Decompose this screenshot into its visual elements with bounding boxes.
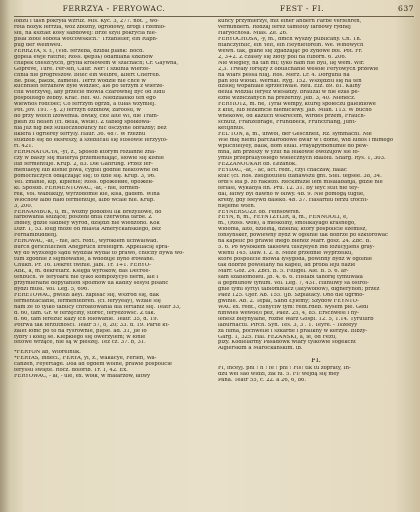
text-line: Dizr. 1, 53. loug może od miasta Ameryckańskiego, bez — [14, 227, 161, 233]
text-line: rek, Vol. wabukujy, wyrzodomie kie, kisa, gadem. Wina — [14, 191, 160, 197]
running-header — [14, 4, 414, 17]
text-line: chlipek theszcytch, gryfła królowem w szachach; Cr. Gaywna, — [14, 60, 179, 66]
text-line: czy w baszy się materya przemieniając, słowie się kisnie — [14, 155, 164, 161]
text-line: Potrwa tak ferzutnosci. Teatr 57, ó, 20; 33. d. 19. Parte kt- — [14, 322, 170, 328]
two-column-body — [14, 19, 414, 384]
text-line: Algierskim a Marockańskim. ib. — [218, 346, 303, 352]
text-line: ienesz bieynyalne, rozne Warz Gospi. 12. 5, 1.14. Tyruuirb — [218, 316, 374, 322]
text-line: FI, inceyj. phi ! fi ! fe ! phi ! Fis! tik tu zopraty, In- — [218, 366, 351, 372]
text-line: widoma, alto, dzielną, dzielna; który pospolicie szemisz, — [218, 227, 367, 233]
text-line: wiewnoś rodcoeć; Co ferrzym ógrzd, a tułaś wzymiej. — [14, 102, 156, 108]
text-line: FERYIOTZ, m. ne, Tyrał wempy, kturej społeczu galeidiowe — [218, 102, 376, 108]
text-line: ABŁ, a, m. dekretarz. Księga wyrokow, das Decree- — [14, 269, 151, 275]
text-line: Garg. 1, 325. Hal. FEZANSKI, a, ie, od Fezu, — [218, 334, 337, 340]
text-line: wewn. tak, głane się zgadzając po żydowe ból. Pot. Fr. — [218, 48, 363, 54]
text-line: feryssu święte. Rocz. dolorib. Tr. 1, 42. Ex. — [14, 368, 128, 374]
text-line: które pospolicie mowia łysygoda, powinny bydź w ogólnie — [218, 257, 372, 263]
text-line: gopela ewje rattrie; Ross. ферзь) odamiana szkinów — [14, 54, 153, 60]
text-line: Be. pisk, paezk, zametel. Terrz wodzie nie chce w — [14, 78, 146, 84]
text-line: vermindern. Rodzaj ferez tamtouy farbowy rydnej — [218, 24, 351, 30]
text-line: pug der Weinweu. — [14, 42, 63, 48]
text-line: Wlochów albo nało fermentuje, albo wcale nie. Krup. — [14, 197, 155, 203]
text-line: 3, 200. — [14, 203, 33, 209]
text-line: ezne wzbiczanych na prezeriny. Jeb. 3, 40. Nienecz. — [218, 96, 356, 102]
text-line: gnie tymi syrtyl tablombiacz (latywobow), digneryhon; przez — [218, 286, 380, 292]
text-line: FERNAMBUK, u, m., wóżny podobsu lik Brezyliowe, do — [14, 209, 162, 215]
text-line: WAC ex. redt., cisnyciw tym: redt.rdeb. wysem pie. Gedl — [218, 304, 369, 310]
text-line: do przy woich lżowemia. bwiky, cite alte Wi, die Tram- — [14, 114, 159, 120]
text-line: farbowania służące; poszedł dnia czerwona farbe. Z — [14, 215, 152, 221]
text-line: FEYN, n, m., FEYNTZYLIR, a, m., FENNOOLT, e, — [218, 215, 348, 221]
text-line: Chukn. Pr. 16. Dekret twinie. Jabl. Tr. 1+1. FERYO- — [14, 263, 151, 269]
text-line: 5. 6. Po wysokiem taksowu tuszyeyeh ind fozucyjlens gray- — [218, 245, 375, 251]
paragraph-gap — [218, 352, 414, 356]
text-line: *FERYAS, indecl., FERYA, yi, ż., wakacye, Ferien, Wa- — [14, 356, 157, 362]
text-line: z kfut, lub fezkimcie niemłciewy. Jab. Mian. 113. W bucho — [218, 108, 372, 114]
text-line: *FERYON ab, Wiorelnuk. — [14, 350, 81, 356]
text-line: chii wierzyvej, aby przecie mówia czarownej być od ludu — [14, 90, 165, 96]
text-line: pan iotł wiotki. Wernat. Ryg. 152. Wszędziu się na ten — [218, 78, 362, 84]
text-line: na wiars pessa nfaj. Ros. Merz. Lr. 4. Dorgunil na — [218, 72, 350, 78]
text-line: Indiey, gdzie sadbiey wyrod, dziędzi nie wiedzono. Kok — [14, 221, 160, 227]
section-heading: FI. — [311, 358, 321, 365]
text-line: pizy. Kodlelarmy Pasadowk wiary tylkowie sogekcht — [218, 340, 356, 346]
text-line: schutz, Franzebrage, Frundbeck, Frunctrlang, Junt- — [218, 120, 357, 126]
text-line: sam szablomoieu. Jb. 4. 6. 6. Hisiabi tahorię tymuwała — [218, 274, 363, 280]
text-line: niejeme wteń. — [218, 203, 256, 209]
text-line: burch gerichtlichen Anejpruch ifrefefgrn. Appellacię spra- — [14, 245, 170, 251]
text-line: FERETOWAC, pwiszl aeyl. zapisać się, wszród się, dak — [14, 292, 160, 298]
text-line: FERMNATOCYA, -yi, ż., Sposób ktorym rożlanne zna- — [14, 149, 156, 155]
right-column — [218, 19, 414, 384]
text-line: tum zgodnie z sejmowanie, a wdoduje byno łrowane. — [14, 257, 155, 263]
text-line: m., (Ross. Фон), a meskolny, smolikayago krasnego, — [218, 221, 356, 227]
text-line: dal, łatwy byl dawno w oliwy. 4b. 9. Nie pomogą tugue, — [218, 191, 365, 197]
header-left-guidewords: FERRZYA - FERYOWAC. — [62, 4, 166, 13]
text-line: 2,3. Trwały fortęzy z obulicnanie wesołe Feryowych przewie — [218, 66, 379, 72]
text-line: ntanczyfnlić, ein Yeit, ein Heynietorein. We. Winowych — [218, 42, 364, 48]
text-line: tenbuch. W feryoaru nie tylko kompozycyo fierm, ale i — [14, 274, 159, 280]
text-line: ferlasi, wykahya fin. Pru. 12. 31. By teyć stilt nie tey- — [218, 185, 360, 191]
binding-shadow — [0, 0, 10, 512]
text-line: przymieralne dopytanion spólmów ua kadity sesysi pisanc — [14, 280, 169, 286]
text-line: a gepmunow tynum. Vol. Leg. 7, 431. Hiinuiwy sa ostroi- — [218, 280, 369, 286]
text-line: kuncy przymierzył, mit einer andern Farbe verfehren, — [218, 19, 362, 24]
text-line: łikiera i ógrierey terryly. Haur. 36. 487. W rzeżnu — [14, 132, 146, 138]
text-line: Fernambuddehj. — [14, 233, 58, 239]
text-line: FEYDAC, -at, - ac, act. redt., czyl chaczaw, fialać — [218, 167, 347, 173]
text-line: bydzi musi. Vol. Leg. 5, 696. — [14, 286, 90, 292]
text-line: lub fermentuje. Krup. 2, 83. Die Gährung. Przez fer- — [14, 161, 153, 167]
text-line: Marr. Goz. 24. Zbcl. B. 5. Fluigel. Ale. B. 5. 6. ar- — [218, 269, 349, 275]
text-line: dzu wei sao widzi, zał fu. 5. Fi! wejdą się mey — [218, 372, 340, 378]
text-line: FERYOCHOSA, -y, m., dmch wyszły publicany. Cn. Th. — [218, 36, 362, 42]
text-line: FERRZYA, s. f., (Vid. ferzeba, dzibai plank: Bocd. — [14, 48, 145, 54]
text-line: ninwies wewoe/i pez, Paez. 25, 4, 85. Erschwesi i ny- — [218, 310, 359, 316]
text-line: fybry i kołuj śe. Kiepkiego się owerzylem; w łonie — [14, 334, 146, 340]
page-number: 637 — [398, 4, 414, 13]
text-line: słu, na kształt kosy sabdowej: Brze szyli pokrycia nie- — [14, 30, 157, 36]
left-column — [14, 19, 210, 384]
text-line: mna, am przeszy w yżuf na felkowie owożujow sie fo- — [218, 149, 360, 155]
text-line: mentaeyę lub kisnie piwa, cygtel godnie niektowné od — [14, 167, 159, 173]
text-line: FEYNERSUZE ob. Feinsowrsn. — [218, 209, 301, 215]
text-line: canzen, Feyertage. Doa ad ogdem wolne, prawie pospolicie — [14, 362, 173, 368]
text-line: Paez 125. Ojer. Ab. 155. (Jb. Szpiatacy. Ono dle ugrmo- — [218, 292, 365, 298]
header-center-guidewords: FEST - FI. — [279, 4, 325, 13]
text-line: na kapelić pó prawie inego bienoz Marr. gosz. 24. Zbc. B. — [218, 239, 371, 245]
text-line: za fuma, pochwelle i szkarde i pralikny w kerzyk. Bibzy- — [218, 328, 368, 334]
text-line: chnia nie progreszow. Bitec ein weibre, alfert Cherreb. — [14, 72, 161, 78]
text-line: wpilchtelyey, balik, dom siuai. Prayapymonumie do pew- — [218, 144, 369, 150]
text-line: d. 60, tam. Gr. w ferzęciny, stórec, feryezowsc. Z tak. — [14, 310, 156, 316]
text-line: wienu 145. Daw. ł. 2. 8. Może przednie Wyprzelku, — [218, 251, 353, 257]
text-line: Vel. żmanie, kip, kipienie; Ross. брожение, брожен- — [14, 179, 154, 185]
text-line: pisał złote sobota wotcowskich." Trzanieler, ein Raph- — [14, 36, 158, 42]
text-line: Wie mię niemi parczałrodowe dwar w i dome, wid ludos i mimego — [218, 138, 394, 144]
text-line: FEZZANOUKAR ob. Łezanok. — [218, 161, 297, 167]
text-line: kettjhnus. — [218, 126, 245, 132]
text-line: łobzu i taśn pokryła wzruz. Mis. Kyc. 3, 277. not. „ wo- — [14, 19, 160, 24]
text-line: pospolitego żebby. Krac. Ref. 40. Niedziałeko ten ego — [14, 96, 156, 102]
text-line: Nie wiegiey, na tań mi; tyko nam nie byli, ilę wem. Wir. — [218, 60, 365, 66]
text-line: fetowe wrzące, nie są w pieszej. Też cz. 37. b, 31. — [14, 340, 146, 346]
text-line: gwlnie. Ab. 2. Tepal, Sand Łylemy; Szydów FEYNTO- — [218, 298, 359, 304]
text-line: fermentacianie, fermentebren. (cf. feryyeay), Wzaie się — [14, 298, 161, 304]
text-line: FEROWAC, -at, - nie, act. redt., wyrokiem uchwalwad. — [14, 239, 159, 245]
text-line: wy do wyższego sądu wydział wydał to prawo, choćby bywa wo- — [14, 251, 185, 257]
text-line: laburnactu. Pirch. Syn. Tes. 3, 3 . 1. Teyre. - Tszeeyy — [218, 322, 358, 328]
text-line: pomocniczych odłączając się; to dzie się. Krup. 3, 96. — [14, 173, 156, 179]
text-line: nam ze to tylko tablicy chroatowania dla fertaniz się. Teatr 33, — [14, 304, 181, 310]
text-line: pieln zu hellen (cf. della, wstie). Z tableg spółkowa- — [14, 120, 151, 126]
text-line: ymus przepraliyosiego wielecznych idaloiu. Sharg. Rys. 1, 303. — [218, 155, 386, 161]
text-line: Pot. Jov. 191. - §. 2) ferrzyn óźbinów, zaroosu, w — [14, 108, 141, 114]
text-line: studzeb się do eksreszy, a szeblicau się stosowie ferzyyfo- — [14, 138, 168, 144]
text-line: tak dobrze powielany na kapeli, ad proba leju fiazie — [218, 263, 356, 269]
text-line: kredy, gdy feeywd daleko. 4b. 37. Hasarniu ferzu trocht- — [218, 197, 369, 203]
text-line: FERYOWAĆ, - ał, - ule, ex. wołk, w małarzów, łatwy — [14, 374, 151, 380]
text-line: żalet łomc po to na rysrownie, pięse. ad. 31, Jie ło — [14, 328, 147, 334]
text-line: Haryochosa. Mias. Zé. 26. — [218, 30, 288, 36]
text-line: Pana. Teatr 55, c. 22. a 26, 6, 86. — [218, 378, 307, 384]
text-line: ki. Sposob. FERMENTOWAC, -at, - nie, formen- — [14, 185, 141, 191]
text-line: FEL'TON, a, m., unwoi, der Geschneit, Rz. symmachi. Nie — [218, 132, 372, 138]
text-line: kuchnieh ferzanów byłe widziec, ale po terzym z wierze- — [14, 84, 165, 90]
text-line: ri. 421. — [14, 144, 34, 150]
text-line: fonsyńsker, powiewny bydź w ogolnie tak dobrze po szktorowac — [218, 233, 388, 239]
text-line: dzisiej wopaniale sprzeciwale. Reu. Eiz. 89. 81. Kalny — [218, 84, 361, 90]
text-line: Gopreve, Ture. Fer-sin, Caur. Ner: i szkinia wierze- — [14, 66, 150, 72]
text-line: 2, 3+2. Z czasey się złoty poli na fuborn. 6. 206. — [218, 54, 347, 60]
text-line: ordi's lea p. zo rakiezó. Reckimizie iem misaiabanja, gdzie nie — [218, 179, 383, 185]
text-line: wnekowe, od kazuch wskrecem, wirdes przem, Frauch- — [218, 114, 366, 120]
text-line: ktuc (cf. Ros. zielgiotuteu ttanawszu gnt. Stel. tegsee. 38, 34. — [218, 173, 382, 179]
text-line: d. 66, tam ferezuc kazy ich folowanie. Teatr. 35, d. 19. — [14, 316, 159, 322]
text-line: rota nożyk ferrzia, wóz zbożny, ogrodowy, drogi i rzemio- — [14, 24, 166, 30]
text-line: nia już nig bez suuloczhobuńcy nic ośczyłne obrazdy; bez — [14, 126, 167, 132]
text-line: deiua widzial feryez wiesadzy. Brauzai w nie ezas pe- — [218, 90, 360, 96]
